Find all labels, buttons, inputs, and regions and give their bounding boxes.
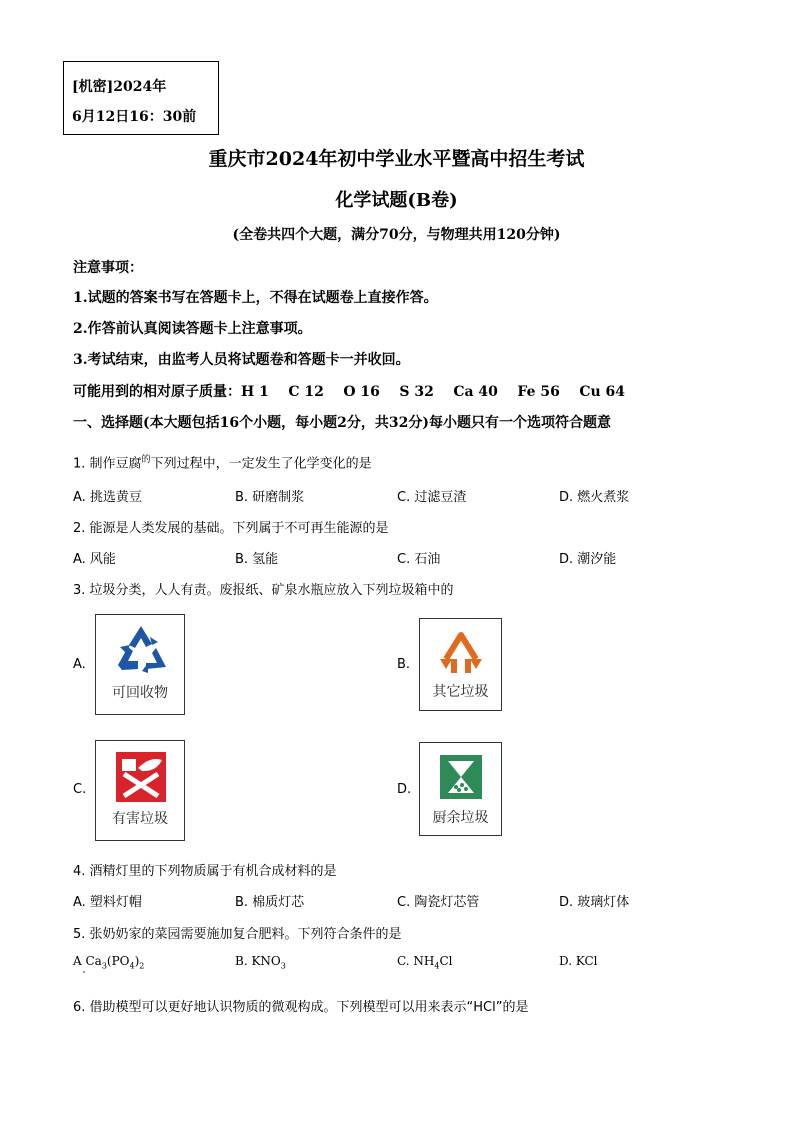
q1-option-a: A. 挑选黄豆 [73, 490, 142, 505]
q5-option-d: D. KCl [559, 954, 598, 968]
q5-option-b: B. $KNO_3$ [235, 954, 286, 971]
question-3: 3. 垃圾分类，人人有责。废报纸、矿泉水瓶应放入下列垃圾箱中的 [73, 583, 454, 598]
atomic-mass-line: 可能用到的相对原子质量：H 1 C 12 O 16 S 32 Ca 40 Fe 56 Cu 64 [73, 384, 626, 400]
notice-item-1: 1.试题的答案书写在答题卡上，不得在试题卷上直接作答。 [73, 290, 438, 306]
q2-option-d: D. 潮汐能 [559, 552, 617, 567]
harmful-bin-label: 有害垃圾 [112, 811, 168, 827]
q3-option-c: C. [73, 782, 87, 797]
harmful-waste-icon [114, 750, 168, 804]
confidential-box [63, 61, 219, 135]
q5-option-a: A $Ca_3(PO_4)_2$ [73, 954, 145, 971]
exam-title: 重庆市2024年初中学业水平暨高中招生考试 [208, 148, 585, 170]
question-6: 6. 借助模型可以更好地认识物质的微观构成。下列模型可以用来表示“HCl”的是 [73, 1000, 529, 1015]
other-bin-label: 其它垃圾 [432, 684, 489, 700]
notice-item-2: 2.作答前认真阅读答题卡上注意事项。 [73, 321, 312, 337]
question-1: 1. 制作豆腐$^的$下列过程中，一定发生了化学变化的是 [73, 455, 372, 472]
confidential-line-2: 6月12日16：30前 [72, 109, 197, 125]
recycle-icon [114, 623, 168, 675]
q4-option-a: A. 塑料灯帽 [73, 895, 142, 910]
q5-option-c: C. $NH_4Cl$ [397, 954, 453, 971]
kitchen-bin-label: 厨余垃圾 [432, 810, 489, 826]
q3-option-a: A. [73, 657, 86, 672]
notice-item-3: 3.考试结束，由监考人员将试题卷和答题卡一并收回。 [73, 352, 410, 368]
notice-heading: 注意事项： [73, 260, 143, 276]
section-1-heading: 一、选择题(本大题包括16个小题，每小题2分，共32分)每小题只有一个选项符合题意 [73, 415, 611, 431]
q2-option-b: B. 氢能 [235, 552, 279, 567]
q4-option-b: B. 棉质灯芯 [235, 895, 305, 910]
q4-option-c: C. 陶瓷灯芯管 [397, 895, 480, 910]
q1-option-d: D. 燃火煮浆 [559, 490, 630, 505]
q1-option-c: C. 过滤豆渣 [397, 490, 467, 505]
question-5: 5. 张奶奶家的菜园需要施加复合肥料。下列符合条件的是 [73, 927, 402, 942]
other-waste-icon [438, 629, 484, 675]
q3-option-d: D. [397, 782, 412, 797]
q4-option-d: D. 玻璃灯体 [559, 895, 630, 910]
harmful-bin-sign [95, 740, 185, 841]
q1-option-b: B. 研磨制浆 [235, 490, 305, 505]
other-bin-sign [419, 618, 502, 711]
exam-note: (全卷共四个大题，满分70分，与物理共用120分钟) [232, 227, 561, 243]
exam-subtitle: 化学试题(B卷) [335, 190, 458, 211]
kitchen-waste-icon [438, 753, 484, 801]
question-4: 4. 酒精灯里的下列物质属于有机合成材料的是 [73, 864, 337, 879]
stray-dot [83, 971, 85, 973]
kitchen-bin-sign [419, 742, 502, 836]
q3-option-b: B. [397, 657, 411, 672]
recycle-bin-label: 可回收物 [112, 685, 168, 701]
q2-option-a: A. 风能 [73, 552, 116, 567]
q2-option-c: C. 石油 [397, 552, 441, 567]
confidential-line-1: [机密]2024年 [72, 79, 167, 95]
question-2: 2. 能源是人类发展的基础。下列属于不可再生能源的是 [73, 521, 389, 536]
recycle-bin-sign [95, 614, 185, 715]
